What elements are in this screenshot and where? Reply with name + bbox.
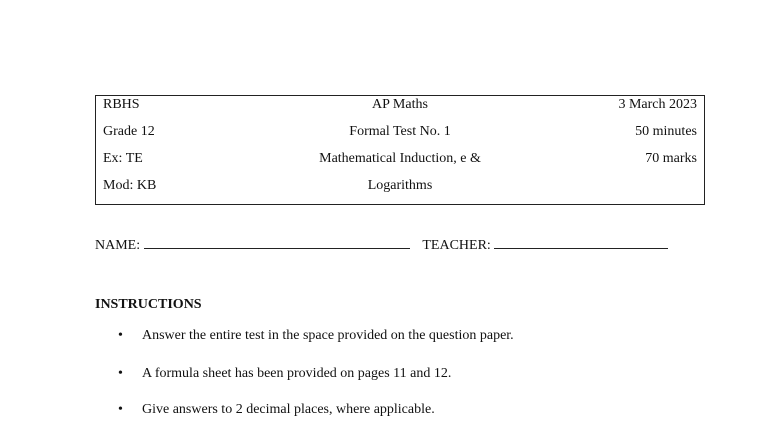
subject: AP Maths [372,97,428,112]
teacher-field[interactable] [494,236,668,249]
instructions-heading: INSTRUCTIONS [95,297,202,312]
grade: Grade 12 [103,124,155,139]
test-header-table [95,95,705,205]
examiner: Ex: TE [103,151,143,166]
teacher-label: TEACHER: [422,238,491,253]
test-date: 3 March 2023 [618,97,697,112]
header-row-3 [96,151,704,171]
topic-line-2: Logarithms [367,178,433,193]
topic-line-1: Mathematical Induction, e & [319,151,481,166]
name-field[interactable] [144,236,410,249]
name-label: NAME: [95,238,141,253]
duration: 50 minutes [635,124,697,139]
school-name: RBHS [103,97,140,112]
test-title: Formal Test No. 1 [349,124,451,139]
name-teacher-line [95,236,668,254]
bullet-icon: • [118,366,123,381]
bullet-icon: • [118,328,123,343]
moderator: Mod: KB [103,178,157,193]
header-row-4 [96,178,704,198]
instruction-text: Answer the entire test in the space provided on the question paper. [142,328,514,343]
total-marks: 70 marks [645,151,697,166]
header-row-2 [96,124,704,144]
instruction-text: Give answers to 2 decimal places, where applicable. [142,402,435,417]
instruction-text: A formula sheet has been provided on pages 11 and 12. [142,366,452,381]
bullet-icon: • [118,402,123,417]
header-row-1 [96,97,704,117]
